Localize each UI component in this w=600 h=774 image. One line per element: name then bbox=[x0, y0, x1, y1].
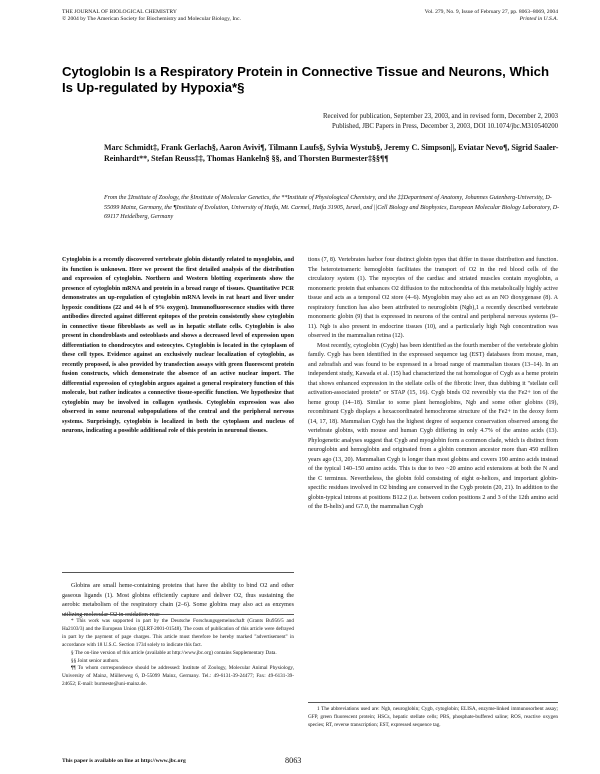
author-list: Marc Schmidt‡, Frank Gerlach§, Aaron Avivi¶, Tilmann Laufs§, Sylvia Wystub§, Jeremy C. Simpson||, Eviatar Nevo¶, Sigrid Saaler-Reinhardt**, Stefan Reuss‡‡, Thomas Hankeln§ §§, and Thorsten Burmester‡§§¶¶ bbox=[104, 143, 559, 164]
published-date: Published, JBC Papers in Press, December 3, 2003, DOI 10.1074/jbc.M310540200 bbox=[332, 122, 558, 130]
footnote-divider-right bbox=[308, 702, 558, 703]
footnote-online: § The on-line version of this article (available at http://www.jbc.org) contains Supplementary Data. bbox=[71, 649, 277, 656]
footer-availability: This paper is available on line at http://www.jbc.org bbox=[62, 758, 186, 764]
received-date: Received for publication, September 23, 2003, and in revised form, December 2, 2003 bbox=[323, 113, 558, 120]
page-number: 8063 bbox=[285, 756, 302, 765]
printed-line: Printed in U.S.A. bbox=[519, 16, 558, 22]
right-column bbox=[308, 256, 558, 513]
affiliations: From the ‡Institute of Zoology, the §Institute of Molecular Genetics, the **Institute of Physiological Chemistry, and the ‡‡Department of Anatomy, Johannes Gutenberg-University, D-55099 Mainz, Germany, the ¶Institute of Evolution, University of Haifa, Mt. Carmel, Haifa 31905, Israel, and ||Cell Biology and Biophysics, European Molecular Biology Laboratory, D-69117 Heidelberg, Germany bbox=[104, 195, 560, 221]
footnote-correspondence: ¶¶ To whom correspondence should be addressed: Institute of Zoology, Molecular Animal Physiology, University of Mainz, Müllerweg 6, D-55099 Mainz, Germany. Tel.: 49-6131-39-24477; Fax: 49-6131-39-24652; E-mail: burmeste@uni-mainz.de. bbox=[62, 665, 294, 688]
body-paragraph: tions (7, 8). Vertebrates harbor four distinct globin types that differ in tissue distribution and function. The heterotetrameric hemoglobin facilitates the transport of O2 in the red blood cells of the circulatory system (1). The myocytes of the cardiac and striated muscles contain myoglobin, a monomeric protein that enhances O2 diffusion to the mitochondria of this metabolically highly active tissue and acts as a temporal O2 store (4–6). Myoglobin may also act as an NO dioxygenase (8). A respiratory function has also been attributed to neuroglobin (Ngb),1 a recently described vertebrate monomeric globin (9) that is expressed in neurons of the central and peripheral nervous systems (9–11). Ngb is also present in endocrine tissues (10), and a particularly high Ngb concentration was observed in the mammalian retina (12). bbox=[308, 257, 558, 339]
footnote-abbreviations: 1 The abbreviations used are: Ngb, neuroglobin; Cygb, cytoglobin; ELISA, enzyme-linked immunosorbent assay; GFP, green fluorescent protein; HSCs, hepatic stellate cells; PBS, phosphate-buffered saline; ROS, reactive oxygen species; RT, reverse transcription; EST, expressed sequence tag. bbox=[308, 706, 558, 728]
body-paragraph: Most recently, cytoglobin (Cygb) has been identified as the fourth member of the vertebrate globin family. Cygb has been identified in the expressed sequence tag (EST) databases from mouse, man, and zebrafish and was found to be expressed in a broad range of mammalian tissues (13–14). In an independent study, Kawada et al. (15) had characterized the rat homologue of Cygb as a heme protein that shows enhanced expression in the stellate cells of the fibrotic liver, thus dubbing it "stellate cell activation-associated protein" or STAP (15, 16). Cygb binds O2 reversibly via the Fe2+ ion of the heme group (14–18). Similar to some plant hemoglobins, Ngb and some other globins (19), recombinant Cygb displays a hexacoordinated hemochrome structure of the Fe2+ in the deoxy form (14, 17, 18). Mammalian Cygb has the highest degree of sequence conservation observed among the vertebrate globins, with mouse and human Cygb differing in only 4.7% of the amino acids (13). Phylogenetic analyses suggest that Cygb and myoglobin form a common clade, which is distinct from neuroglobin and hemoglobin and originated from a globin common ancestor more than 450 million years ago (13, 20). Mammalian Cygb is longer than most globins and covers 190 amino acids instead of the typical 140–150 amino acids. This is due to two ~20 amino acid extensions at both the N and the C terminus. Nevertheless, the globin fold consisting of eight α-helices, and important globin-specific residues involved in O2 binding are conserved in the Cygb protein (20, 21). In addition to the globin-typical introns at positions B12.2 (i.e. between codon positions 2 and 3 of the 12th amino acid of the B-helix) and G7.0, the mammalian Cygb bbox=[308, 342, 558, 510]
received-info bbox=[98, 112, 558, 131]
article-title: Cytoglobin Is a Respiratory Protein in Connective Tissue and Neurons, Which Is Up-regulated by Hypoxia*§ bbox=[62, 64, 550, 95]
abstract: Cytoglobin is a recently discovered vertebrate globin distantly related to myoglobin, and its function is unknown. Here we present the first detailed analysis of the distribution and expression of cytoglobin. Northern and Western blotting experiments show the presence of cytoglobin mRNA and protein in a broad range of tissues. Quantitative PCR demonstrates an up-regulation of cytoglobin mRNA levels in rat heart and liver under hypoxic conditions (22 and 44 h of 9% oxygen). Immunofluorescence studies with three antibodies directed against different epitopes of the protein consistently show cytoglobin in connective tissue fibroblasts as well as in hepatic stellate cells. Cytoglobin is also present in chondroblasts and osteoblasts and shows a decreased level of expression upon differentiation to chondrocytes and osteocytes. Cytoglobin is located in the cytoplasm of these cell types. Evidence against an exclusively nuclear localization of cytoglobin, as recently proposed, is also provided by transfection assays with green fluorescent protein fusion constructs, which demonstrate the absence of an active nuclear import. The differential expression of cytoglobin argues against a general respiratory function of this molecule, but rather indicates a connective tissue-specific function. We hypothesize that cytoglobin may be involved in collagen synthesis. Cytoglobin expression was also observed in some neuronal subpopulations of the central and the peripheral nervous systems. Surprisingly, cytoglobin is localized in both the cytoplasm and nucleus of neurons, indicating a possible additional role of this protein in neuronal tissues. bbox=[62, 257, 294, 434]
copyright-line: © 2004 by The American Society for Biochemistry and Molecular Biology, Inc. bbox=[62, 16, 241, 22]
footnote-joint: §§ Joint senior authors. bbox=[71, 657, 120, 664]
footnote-divider-left bbox=[62, 614, 294, 615]
intro-paragraph: Globins are small heme-containing proteins that have the ability to bind O2 and other gaseous ligands (1). Most globins efficiently capture and deliver O2, thus sustaining the aerobic metabolism of the respiratory chain (2–6). Some globins may also act as enzymes utilizing molecular O2 in oxidation reac- bbox=[62, 583, 294, 618]
footnotes-left bbox=[62, 618, 294, 689]
volume-line: Vol. 279, No. 9, Issue of February 27, pp. 8063–8069, 2004 bbox=[424, 9, 558, 15]
running-header-left bbox=[62, 9, 241, 23]
journal-name: THE JOURNAL OF BIOLOGICAL CHEMISTRY bbox=[62, 9, 177, 15]
abstract-divider bbox=[62, 572, 294, 573]
running-header-right bbox=[425, 9, 558, 23]
footnote-funding: * This work was supported in part by the Deutsche Forschungsgemeinschaft (Grants Bu956/5 and Ha2103/3) and the European Union (QLRT-2001-01548). The costs of publication of this article were defrayed in part by the payment of page charges. This article must therefore be hereby marked "advertisement" in accordance with 18 U.S.C. Section 1734 solely to indicate this fact. bbox=[62, 618, 294, 648]
